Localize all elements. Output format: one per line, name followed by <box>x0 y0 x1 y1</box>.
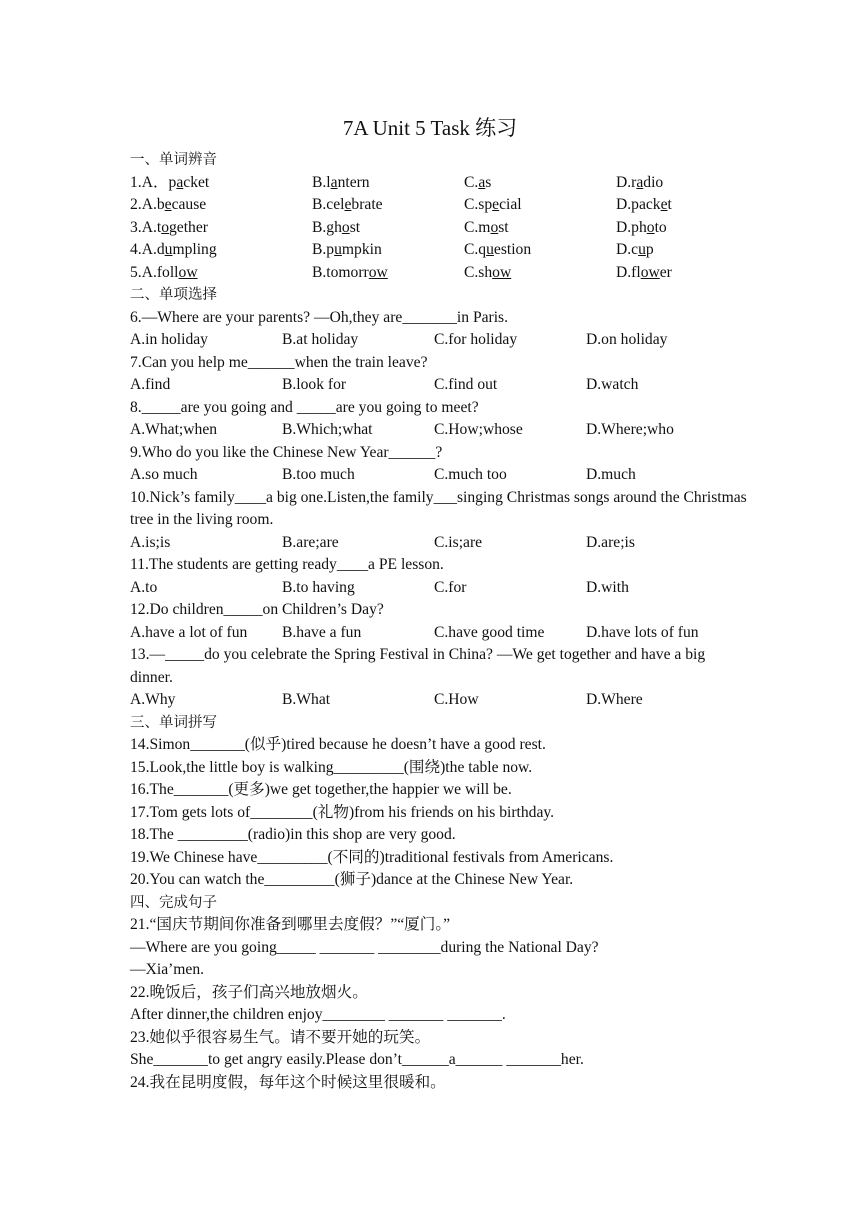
phonetics-option <box>616 217 750 240</box>
answer-option: D.Where <box>586 691 643 708</box>
option-underlined-letters: u <box>486 241 494 258</box>
phonetics-option <box>616 194 750 217</box>
question-text: 11.The students are getting ready____a PE lesson. <box>130 556 444 573</box>
option-underlined-letters: o <box>490 218 499 236</box>
option-underlined-letters: o <box>341 218 350 236</box>
option-suffix: st <box>349 218 361 236</box>
phonetics-option <box>464 172 616 195</box>
question-text: 10.Nick’s family____a big one.Listen,the family___singing Christmas songs around the Christmas tree in the living room. <box>130 488 747 528</box>
section-heading-spelling: 三、单词拼写 <box>130 714 217 731</box>
answer-option: A.to <box>130 578 158 596</box>
phonetics-row <box>130 239 750 262</box>
phonetics-option <box>130 262 312 285</box>
phonetics-option <box>616 239 750 262</box>
phonetics-option <box>312 217 464 240</box>
answer-option: D.with <box>586 578 629 596</box>
option-suffix: cial <box>499 196 522 213</box>
answer-option: B.to having <box>282 578 355 596</box>
option-suffix: s <box>485 173 492 191</box>
section-heading-multiple-choice: 二、单项选择 <box>130 287 217 303</box>
option-prefix: B.l <box>312 173 331 191</box>
option-suffix: cket <box>183 173 210 191</box>
answer-option: C.is;are <box>434 533 483 551</box>
answer-options-row <box>130 622 750 645</box>
phonetics-option <box>616 172 750 195</box>
sentence-line: After dinner,the children enjoy________ _______ _______. <box>130 1006 506 1023</box>
option-underlined-letters: o <box>646 218 655 236</box>
spelling-item: 14.Simon_______(似乎)tired because he doesn’t have a good rest. <box>130 736 546 753</box>
option-underlined-letters: e <box>660 196 668 213</box>
answer-options-row <box>130 464 750 487</box>
answer-option: C.find out <box>434 376 498 393</box>
worksheet-content <box>130 149 750 1094</box>
answer-option: B.Which;what <box>282 421 373 438</box>
phonetics-option <box>464 239 616 262</box>
option-prefix: B.tomorr <box>312 263 369 281</box>
answer-option: C.for <box>434 578 467 596</box>
option-prefix: B.gh <box>312 218 342 236</box>
answer-option: C.have good time <box>434 623 545 641</box>
answer-options-row <box>130 329 750 352</box>
section-heading-complete-sentences: 四、完成句子 <box>130 894 217 911</box>
answer-option: C.much too <box>434 466 507 483</box>
option-underlined-letters: ow <box>640 263 660 281</box>
multiple-choice-list <box>130 307 750 712</box>
answer-option: D.much <box>586 466 636 483</box>
page-title: 7A Unit 5 Task 练习 <box>342 116 518 140</box>
option-underlined-letters: a <box>636 173 644 191</box>
option-suffix: t <box>667 196 672 213</box>
phonetics-row <box>130 194 750 217</box>
option-prefix: D.r <box>616 173 637 191</box>
answer-option: A.find <box>130 376 171 393</box>
spelling-item: 19.We Chinese have_________(不同的)traditional festivals from Americans. <box>130 848 614 866</box>
phonetics-option <box>130 172 312 195</box>
phonetics-list <box>130 172 750 285</box>
phonetics-option <box>464 217 616 240</box>
answer-option: A.is;is <box>130 533 171 551</box>
option-underlined-letters: ow <box>492 263 512 281</box>
phonetics-option <box>312 172 464 195</box>
sentence-line: —Xia’men. <box>130 961 205 978</box>
option-suffix: estion <box>493 241 532 258</box>
answer-option: C.for holiday <box>434 331 518 348</box>
option-underlined-letters: ow <box>178 263 198 281</box>
answer-option: C.How;whose <box>434 421 523 438</box>
option-suffix: gether <box>168 218 208 236</box>
question-text: 7.Can you help me______when the train leave? <box>130 353 428 371</box>
answer-option: D.on holiday <box>586 331 668 348</box>
answer-option: B.have a fun <box>282 623 362 641</box>
option-underlined-letters: u <box>164 241 173 258</box>
option-prefix: C.sh <box>464 263 493 281</box>
option-suffix: mpling <box>172 241 217 258</box>
answer-options-row <box>130 532 750 555</box>
phonetics-option <box>130 217 312 240</box>
question-text: 13.—_____do you celebrate the Spring Festival in China? —We get together and have a big dinner. <box>130 646 706 686</box>
option-underlined-letters: u <box>638 241 646 258</box>
answer-option: D.Where;who <box>586 421 674 438</box>
option-underlined-letters: e <box>344 196 352 213</box>
option-prefix: B.p <box>312 241 335 258</box>
option-prefix: D.ph <box>616 218 647 236</box>
question-text: 6.—Where are your parents? —Oh,they are_______in Paris. <box>130 308 509 326</box>
sentence-line: 23.她似乎很容易生气。请不要开她的玩笑。 <box>130 1028 431 1046</box>
spelling-item: 18.The _________(radio)in this shop are very good. <box>130 826 456 843</box>
spelling-item: 20.You can watch the_________(狮子)dance at the Chinese New Year. <box>130 871 574 888</box>
phonetics-option <box>130 239 312 262</box>
option-underlined-letters: a <box>330 173 338 191</box>
option-suffix: mpkin <box>341 241 382 258</box>
answer-options-row <box>130 374 750 397</box>
option-suffix: st <box>498 218 509 236</box>
sentence-line: 24.我在昆明度假，每年这个时候这里很暖和。 <box>130 1073 446 1091</box>
spelling-item: 15.Look,the little boy is walking_________(围绕)the table now. <box>130 758 533 776</box>
question-text: 9.Who do you like the Chinese New Year______? <box>130 443 443 461</box>
phonetics-option <box>130 194 312 217</box>
answer-option: D.have lots of fun <box>586 623 699 641</box>
phonetics-option <box>312 194 464 217</box>
option-prefix: 5.A.foll <box>130 263 179 281</box>
option-prefix: D.fl <box>616 263 641 281</box>
phonetics-row <box>130 217 750 240</box>
answer-option: A.have a lot of fun <box>130 623 248 641</box>
option-suffix: p <box>645 241 654 258</box>
sentences-list <box>130 914 750 1094</box>
answer-option: A.in holiday <box>130 331 208 348</box>
sentence-line: —Where are you going_____ _______ ________during the National Day? <box>130 938 599 956</box>
phonetics-option <box>464 194 616 217</box>
answer-option: D.watch <box>586 376 639 393</box>
answer-option: A.Why <box>130 691 176 708</box>
sentence-line: She_______to get angry easily.Please don’t______a______ _______her. <box>130 1051 584 1068</box>
option-prefix: 1.A．p <box>130 173 177 191</box>
answer-options-row <box>130 577 750 600</box>
option-underlined-letters: a <box>176 173 184 191</box>
answer-option: B.at holiday <box>282 331 359 348</box>
option-prefix: B.cel <box>312 196 345 213</box>
section-heading-phonetics: 一、单词辨音 <box>130 152 217 168</box>
phonetics-option <box>616 262 750 285</box>
answer-option: A.What;when <box>130 421 218 438</box>
phonetics-option <box>312 262 464 285</box>
option-underlined-letters: e <box>164 196 172 213</box>
option-suffix: ntern <box>337 173 370 191</box>
option-prefix: C.m <box>464 218 491 236</box>
spelling-item: 16.The_______(更多)we get together,the happier we will be. <box>130 781 512 798</box>
answer-option: B.look for <box>282 376 347 393</box>
option-suffix: dio <box>643 173 664 191</box>
option-prefix: 2.A.b <box>130 196 165 213</box>
spelling-list <box>130 734 750 892</box>
option-underlined-letters: o <box>161 218 169 236</box>
answer-option: B.are;are <box>282 533 339 551</box>
option-prefix: 3.A.t <box>130 218 162 236</box>
option-prefix: 4.A.d <box>130 241 165 258</box>
option-prefix: C.q <box>464 241 487 258</box>
question-text: 12.Do children_____on Children’s Day? <box>130 601 384 618</box>
spelling-item: 17.Tom gets lots of________(礼物)from his friends on his birthday. <box>130 803 555 821</box>
option-underlined-letters: ow <box>368 263 388 281</box>
answer-options-row <box>130 419 750 442</box>
sentence-line: 21.“国庆节期间你准备到哪里去度假？”“厦门。” <box>130 916 451 933</box>
answer-option: D.are;is <box>586 533 635 551</box>
phonetics-row <box>130 172 750 195</box>
phonetics-option <box>464 262 616 285</box>
answer-option: C.How <box>434 691 479 708</box>
answer-option: A.so much <box>130 466 198 483</box>
answer-options-row <box>130 689 750 712</box>
option-prefix: D.pack <box>616 196 661 213</box>
option-suffix: er <box>659 263 672 281</box>
phonetics-option <box>312 239 464 262</box>
option-suffix: cause <box>171 196 207 213</box>
answer-option: B.What <box>282 691 331 708</box>
phonetics-row <box>130 262 750 285</box>
sentence-line: 22.晚饭后，孩子们高兴地放烟火。 <box>130 983 368 1001</box>
option-prefix: C.sp <box>464 196 493 213</box>
option-prefix: C. <box>464 173 479 191</box>
option-underlined-letters: u <box>334 241 342 258</box>
option-suffix: to <box>654 218 667 236</box>
option-suffix: brate <box>351 196 383 213</box>
option-underlined-letters: e <box>492 196 500 213</box>
answer-option: B.too much <box>282 466 355 483</box>
option-prefix: D.c <box>616 241 639 258</box>
question-text: 8._____are you going and _____are you going to meet? <box>130 398 479 416</box>
option-underlined-letters: a <box>478 173 486 191</box>
